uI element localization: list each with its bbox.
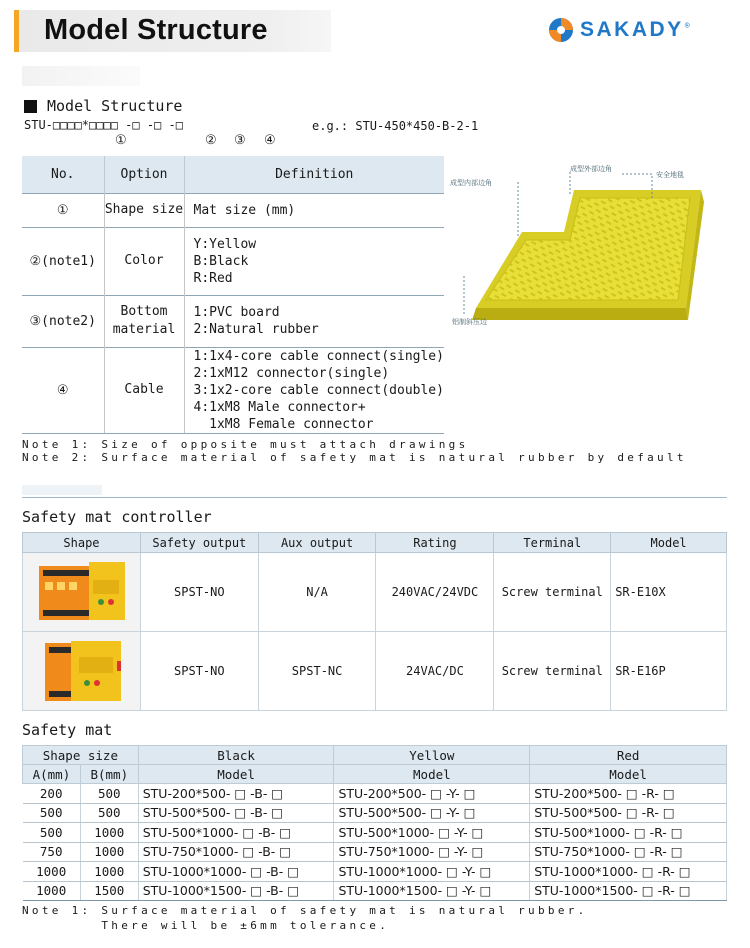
yellow-model: STU-500*1000- □ -Y- □ — [334, 823, 530, 843]
row-option: Bottom material — [104, 295, 184, 347]
decorative-tab — [22, 66, 140, 86]
black-model: STU-500*500- □ -B- □ — [138, 803, 334, 823]
section-decoration — [22, 485, 102, 495]
label-inner-corner: 成型内部边角 — [450, 179, 492, 187]
size-a: 200 — [23, 784, 81, 804]
row-definition: 1:1x4-core cable connect(single) 2:1xM12 connector(single) 3:1x2-core cable connect(double) 4:1xM8 Male connector+ 1xM8 Female connector — [184, 347, 444, 433]
brand-mark-icon — [548, 17, 574, 43]
row-definition: Y:Yellow B:Black R:Red — [184, 227, 444, 295]
model-code-example: e.g.: STU-450*450-B-2-1 — [312, 119, 479, 133]
terminal-cell: Screw terminal — [494, 632, 611, 711]
model-cell: SR-E10X — [611, 553, 727, 632]
aux-output-cell: N/A — [258, 553, 376, 632]
label-safety-edge: 安全地毯 — [656, 171, 684, 179]
col-red-model: Model — [530, 765, 727, 784]
section-divider — [22, 497, 727, 498]
size-a: 500 — [23, 823, 81, 843]
col-terminal: Terminal — [494, 533, 611, 553]
code-marker-3: ③ — [234, 133, 246, 148]
page-title: Model Structure — [44, 14, 268, 46]
controller-image-cell — [23, 553, 141, 632]
table-row — [22, 295, 444, 347]
mat-note-2: There will be ±6mm tolerance. — [22, 919, 390, 932]
size-a: 500 — [23, 803, 81, 823]
rating-cell: 240VAC/24VDC — [376, 553, 494, 632]
relay-module-image — [31, 635, 131, 705]
mat-table-group-header — [23, 746, 727, 765]
size-a: 750 — [23, 842, 81, 862]
model-structure-heading-text: Model Structure — [47, 97, 183, 115]
black-model: STU-750*1000- □ -B- □ — [138, 842, 334, 862]
col-red: Red — [530, 746, 727, 765]
structure-note-2: Note 2: Surface material of safety mat is natural rubber by default — [22, 451, 687, 464]
relay-module-image — [31, 556, 131, 626]
mat-note-1: Note 1: Surface material of safety mat is natural rubber. — [22, 904, 588, 917]
table-row — [23, 784, 727, 804]
yellow-model: STU-200*500- □ -Y- □ — [334, 784, 530, 804]
red-model: STU-1000*1000- □ -R- □ — [530, 862, 727, 882]
col-shape-size: Shape size — [23, 746, 139, 765]
table-row — [23, 803, 727, 823]
label-aluminum-edge: 铝制斜压边 — [452, 318, 487, 326]
black-model: STU-200*500- □ -B- □ — [138, 784, 334, 804]
table-row — [23, 823, 727, 843]
yellow-model: STU-750*1000- □ -Y- □ — [334, 842, 530, 862]
size-b: 1500 — [80, 881, 138, 901]
black-model: STU-500*1000- □ -B- □ — [138, 823, 334, 843]
registered-mark: ® — [684, 21, 690, 30]
red-model: STU-500*1000- □ -R- □ — [530, 823, 727, 843]
row-no: ① — [22, 193, 104, 227]
model-cell: SR-E16P — [611, 632, 727, 711]
row-definition: Mat size (mm) — [184, 193, 444, 227]
row-option: Cable — [104, 347, 184, 433]
code-marker-1: ① — [115, 133, 127, 148]
controller-table — [22, 532, 727, 711]
model-structure-heading — [24, 97, 182, 115]
option-table-header — [22, 156, 444, 193]
controller-image-cell — [23, 632, 141, 711]
col-option: Option — [104, 156, 184, 193]
code-marker-4: ④ — [264, 133, 276, 148]
safety-mat-illustration — [446, 160, 746, 335]
col-rating: Rating — [376, 533, 494, 553]
controller-title: Safety mat controller — [22, 508, 212, 526]
col-aux-output: Aux output — [258, 533, 376, 553]
table-row — [23, 881, 727, 901]
code-marker-2: ② — [205, 133, 217, 148]
aux-output-cell: SPST-NC — [258, 632, 376, 711]
col-no: No. — [22, 156, 104, 193]
brand-logo — [548, 17, 690, 43]
table-row — [23, 842, 727, 862]
red-model: STU-750*1000- □ -R- □ — [530, 842, 727, 862]
size-b: 1000 — [80, 862, 138, 882]
size-b: 1000 — [80, 842, 138, 862]
yellow-model: STU-1000*1500- □ -Y- □ — [334, 881, 530, 901]
row-definition: 1:PVC board 2:Natural rubber — [184, 295, 444, 347]
option-table — [22, 156, 444, 434]
size-b: 500 — [80, 784, 138, 804]
col-black-model: Model — [138, 765, 334, 784]
red-model: STU-500*500- □ -R- □ — [530, 803, 727, 823]
col-yellow: Yellow — [334, 746, 530, 765]
red-model: STU-200*500- □ -R- □ — [530, 784, 727, 804]
col-yellow-model: Model — [334, 765, 530, 784]
table-row — [23, 632, 727, 711]
row-no: ③(note2) — [22, 295, 104, 347]
rating-cell: 24VAC/DC — [376, 632, 494, 711]
red-model: STU-1000*1500- □ -R- □ — [530, 881, 727, 901]
model-code-template: STU-□□□□*□□□□ -□ -□ -□ — [24, 118, 183, 132]
mat-table-sub-header — [23, 765, 727, 784]
size-a: 1000 — [23, 862, 81, 882]
safety-output-cell: SPST-NO — [140, 553, 258, 632]
col-shape: Shape — [23, 533, 141, 553]
structure-note-1: Note 1: Size of opposite must attach drawings — [22, 438, 469, 451]
safety-output-cell: SPST-NO — [140, 632, 258, 711]
yellow-model: STU-1000*1000- □ -Y- □ — [334, 862, 530, 882]
mat-table — [22, 745, 727, 901]
col-a-mm: A(mm) — [23, 765, 81, 784]
row-option: Color — [104, 227, 184, 295]
black-model: STU-1000*1500- □ -B- □ — [138, 881, 334, 901]
row-no: ②(note1) — [22, 227, 104, 295]
table-row — [23, 553, 727, 632]
bullet-square-icon — [24, 100, 37, 113]
col-definition: Definition — [184, 156, 444, 193]
col-black: Black — [138, 746, 334, 765]
terminal-cell: Screw terminal — [494, 553, 611, 632]
brand-name: SAKADY — [580, 18, 684, 41]
size-b: 1000 — [80, 823, 138, 843]
row-no: ④ — [22, 347, 104, 433]
controller-table-header — [23, 533, 727, 553]
table-row — [22, 347, 444, 433]
table-row — [23, 862, 727, 882]
mat-title: Safety mat — [22, 721, 113, 739]
black-model: STU-1000*1000- □ -B- □ — [138, 862, 334, 882]
col-safety-output: Safety output — [140, 533, 258, 553]
row-option: Shape size — [104, 193, 184, 227]
size-b: 500 — [80, 803, 138, 823]
label-outer-corner: 成型外部边角 — [570, 165, 612, 173]
table-row — [22, 227, 444, 295]
col-model: Model — [611, 533, 727, 553]
table-row — [22, 193, 444, 227]
col-b-mm: B(mm) — [80, 765, 138, 784]
yellow-model: STU-500*500- □ -Y- □ — [334, 803, 530, 823]
size-a: 1000 — [23, 881, 81, 901]
